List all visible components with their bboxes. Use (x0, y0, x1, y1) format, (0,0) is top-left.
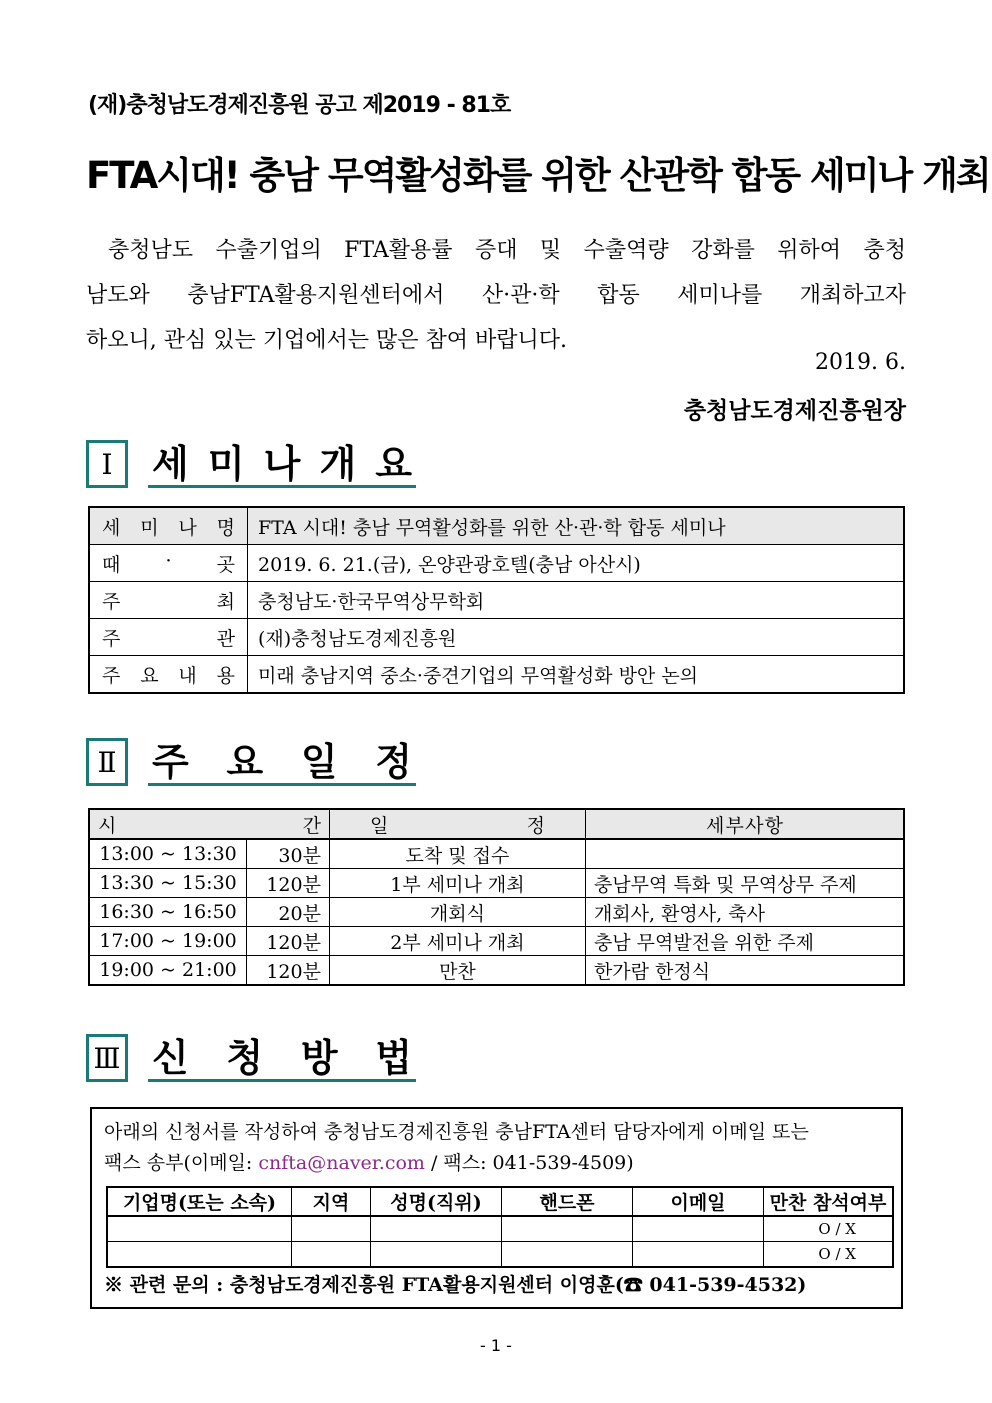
schedule-cell: 도착 및 접수 (329, 839, 585, 869)
table-row (107, 1242, 893, 1268)
duration-cell: 120분 (247, 956, 330, 986)
time-cell: 17:00 ~ 19:00 (89, 927, 247, 956)
section-1-title-char: 나 (263, 442, 301, 486)
region-field[interactable] (292, 1216, 371, 1242)
organizer-value: (재)충청남도경제진흥원 (248, 619, 905, 656)
host-value: 충청남도·한국무역상무학회 (248, 582, 905, 619)
detail-cell: 충남 무역발전을 위한 주제 (585, 927, 904, 956)
duration-cell: 30분 (247, 839, 330, 869)
table-row (89, 619, 904, 656)
section-3-title-char: 청 (226, 1036, 264, 1080)
dinner-attend-field[interactable]: O / X (764, 1242, 894, 1268)
signer: 충청남도경제진흥원장 (683, 397, 906, 424)
name-field[interactable] (371, 1242, 502, 1268)
section-1-title-char: 개 (319, 442, 357, 486)
row-label-char: 내 (178, 664, 197, 687)
row-label-char: 명 (216, 516, 235, 539)
time-cell: 19:00 ~ 21:00 (89, 956, 247, 986)
instruction-line-2b: / 팩스: 041-539-4509) (424, 1152, 634, 1174)
row-label-char: 나 (178, 516, 197, 539)
header-region: 지역 (292, 1187, 371, 1216)
section-2-title-char: 주 (152, 740, 189, 784)
row-label-char: · (165, 549, 172, 572)
section-2-number: Ⅱ (86, 738, 128, 786)
table-row (89, 898, 904, 927)
table-header-row (107, 1187, 893, 1216)
page-number: - 1 - (480, 1336, 512, 1355)
application-form-table (106, 1186, 894, 1268)
section-1-title-char: 미 (207, 442, 245, 486)
detail-cell: 충남무역 특화 및 무역상무 주제 (585, 869, 904, 898)
notice-date: 2019. 6. (815, 350, 906, 375)
row-label-char: 관 (216, 627, 235, 650)
name-field[interactable] (371, 1216, 502, 1242)
time-cell: 13:00 ~ 13:30 (89, 839, 247, 869)
intro-paragraph (86, 228, 906, 318)
row-label-char: 요 (140, 664, 159, 687)
table-row (89, 545, 904, 582)
section-1-title (148, 436, 416, 488)
section-1-number: Ⅰ (86, 440, 128, 488)
intro-line-2: 남도와 충남FTA활용지원센터에서 산·관·학 합동 세미나를 개최하고자 (86, 283, 906, 308)
row-label-char: 최 (216, 590, 235, 613)
header-char: 정 (526, 814, 545, 837)
header-char: 간 (302, 814, 321, 837)
table-row (89, 507, 904, 545)
section-1-title-char: 요 (375, 442, 412, 486)
row-label-char: 세 (102, 516, 121, 539)
table-row (89, 869, 904, 898)
phone-field[interactable] (502, 1242, 633, 1268)
email-link[interactable]: cnfta@naver.com (258, 1152, 425, 1174)
instruction-line-1: 아래의 신청서를 작성하여 충청남도경제진흥원 충남FTA센터 담당자에게 이메일 또는 (104, 1121, 809, 1143)
section-3-title-char: 방 (300, 1036, 338, 1080)
row-label-char: 곳 (216, 553, 235, 576)
intro-line-3: 하오니, 관심 있는 기업에서는 많은 참여 바랍니다. (86, 328, 567, 353)
header-name: 성명(직위) (371, 1187, 502, 1216)
section-2-title-char: 정 (375, 740, 412, 784)
table-row (107, 1216, 893, 1242)
region-field[interactable] (292, 1242, 371, 1268)
date-place-value: 2019. 6. 21.(금), 온양관광호텔(충남 아산시) (248, 545, 905, 582)
duration-cell: 120분 (247, 927, 330, 956)
section-2-title-char: 요 (226, 740, 264, 784)
header-email: 이메일 (633, 1187, 764, 1216)
header-char: 부 (725, 814, 744, 837)
dinner-attend-field[interactable]: O / X (764, 1216, 894, 1242)
company-field[interactable] (107, 1216, 292, 1242)
email-field[interactable] (633, 1216, 764, 1242)
section-3-title-char: 법 (375, 1036, 412, 1080)
seminar-overview-table (88, 506, 905, 694)
company-field[interactable] (107, 1242, 292, 1268)
table-row (89, 956, 904, 986)
instruction-line-2a: 팩스 송부(이메일: (104, 1152, 259, 1174)
table-header-row (89, 809, 904, 839)
row-label-char: 때 (102, 553, 121, 576)
intro-line-1: 충청남도 수출기업의 FTA활용률 증대 및 수출역량 강화를 위하여 충청 (108, 238, 906, 263)
time-cell: 16:30 ~ 16:50 (89, 898, 247, 927)
section-2-title (148, 734, 416, 786)
schedule-cell: 만찬 (329, 956, 585, 986)
duration-cell: 120분 (247, 869, 330, 898)
schedule-cell: 개회식 (329, 898, 585, 927)
schedule-table (88, 808, 905, 986)
header-char: 일 (369, 814, 389, 837)
header-char: 시 (98, 814, 117, 837)
application-instructions (104, 1117, 894, 1179)
section-3-title (148, 1030, 416, 1082)
table-row (89, 656, 904, 694)
table-row (89, 839, 904, 869)
header-company: 기업명(또는 소속) (107, 1187, 292, 1216)
notice-number: (재)충청남도경제진흥원 공고 제2019 - 81호 (88, 93, 511, 118)
schedule-cell: 1부 세미나 개최 (329, 869, 585, 898)
section-3-number: Ⅲ (86, 1034, 128, 1082)
duration-cell: 20분 (247, 898, 330, 927)
seminar-name-value: FTA 시대! 충남 무역활성화를 위한 산·관·학 합동 세미나 (248, 507, 905, 545)
detail-cell: 한가람 한정식 (585, 956, 904, 986)
page-title: FTA시대! 충남 무역활성화를 위한 산관학 합동 세미나 개최 (86, 154, 990, 197)
header-phone: 핸드폰 (502, 1187, 633, 1216)
row-label-char: 미 (140, 516, 159, 539)
phone-field[interactable] (502, 1216, 633, 1242)
header-char: 사 (745, 814, 764, 837)
time-cell: 13:30 ~ 15:30 (89, 869, 247, 898)
row-label-char: 용 (216, 664, 235, 687)
table-row (89, 582, 904, 619)
header-char: 세 (705, 814, 725, 837)
detail-cell (585, 839, 904, 869)
section-2-title-char: 일 (300, 740, 338, 784)
contact-info: ※ 관련 문의 : 충청남도경제진흥원 FTA활용지원센터 이영훈(☎ 041-539-4532) (104, 1274, 807, 1296)
email-field[interactable] (633, 1242, 764, 1268)
header-dinner: 만찬 참석여부 (764, 1187, 894, 1216)
schedule-cell: 2부 세미나 개최 (329, 927, 585, 956)
header-char: 항 (764, 814, 783, 837)
section-3-title-char: 신 (152, 1036, 189, 1080)
main-content-value: 미래 충남지역 중소·중견기업의 무역활성화 방안 논의 (248, 656, 905, 694)
table-row (89, 927, 904, 956)
row-label-char: 주 (102, 590, 121, 613)
row-label-char: 주 (102, 627, 121, 650)
detail-cell: 개회사, 환영사, 축사 (585, 898, 904, 927)
section-1-title-char: 세 (152, 442, 189, 486)
row-label-char: 주 (102, 664, 121, 687)
